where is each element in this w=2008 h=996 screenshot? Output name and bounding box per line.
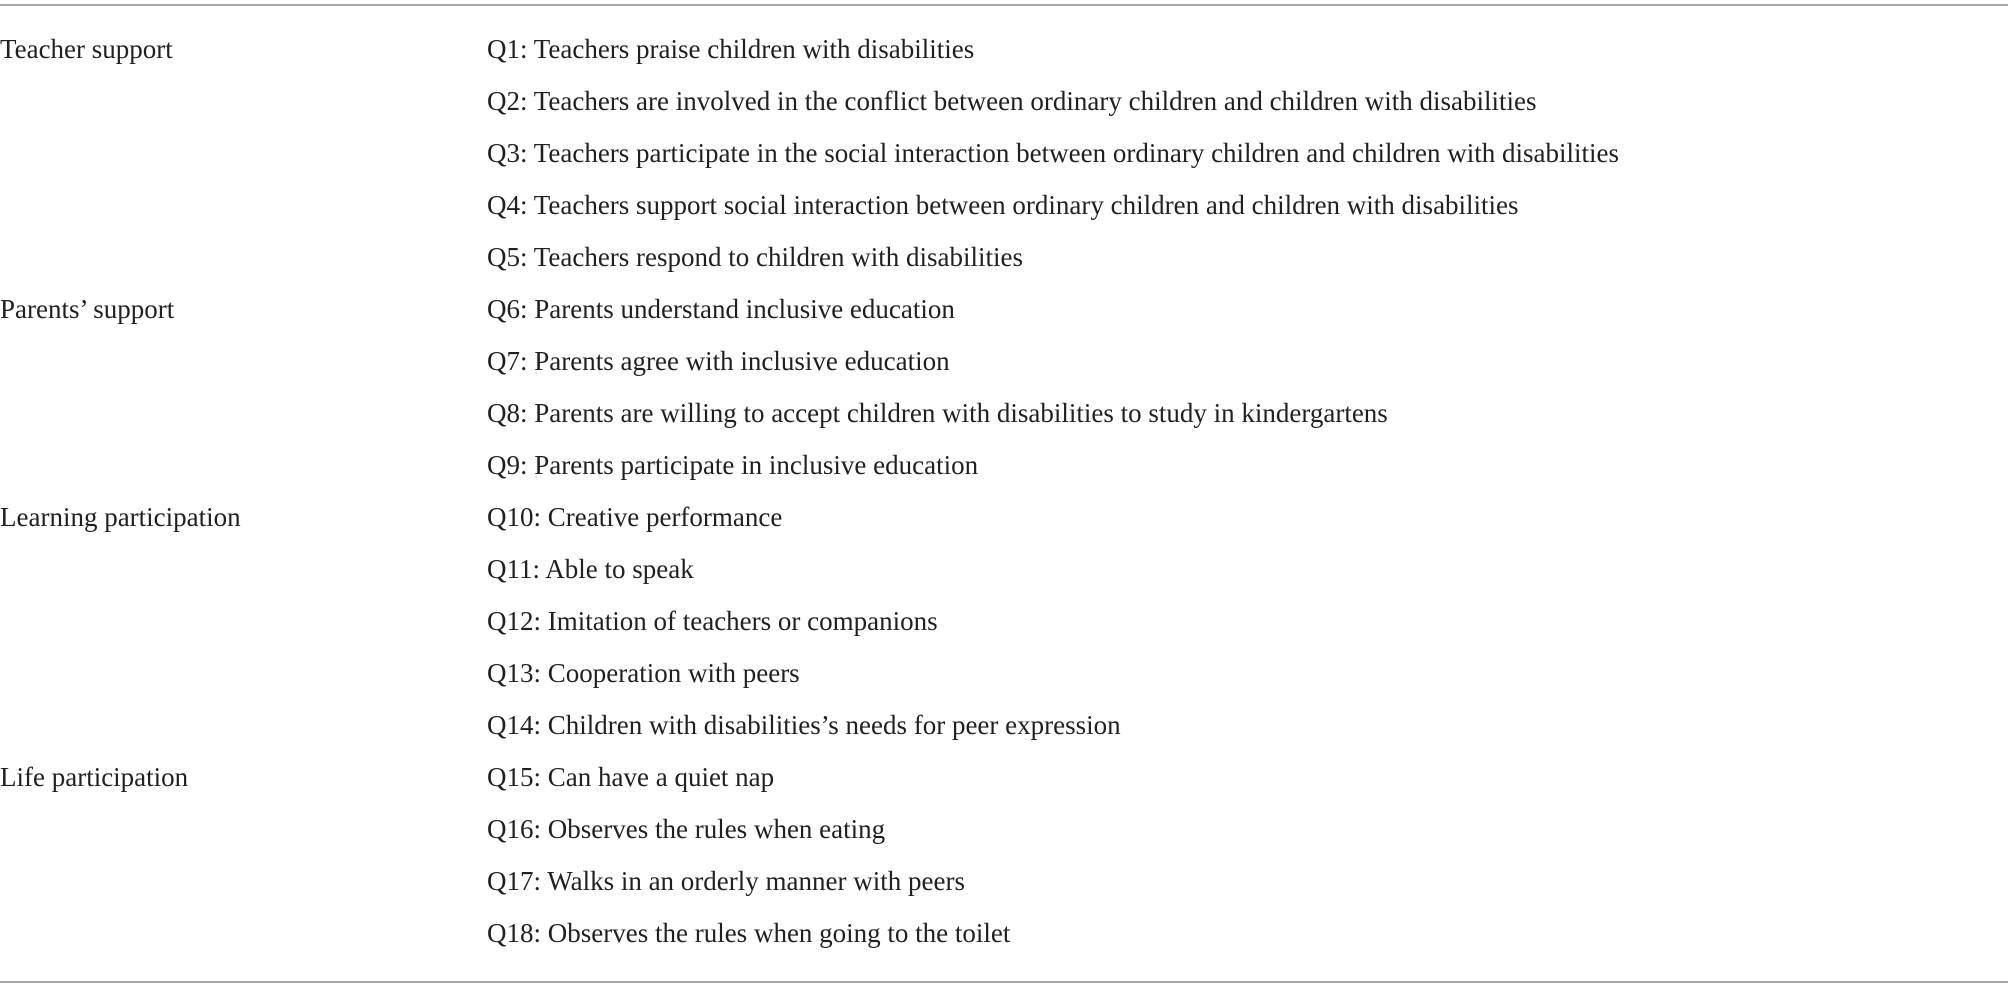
category-label: Parents’ support bbox=[0, 294, 175, 324]
table-row bbox=[0, 699, 2008, 751]
question-item: Q2: Teachers are involved in the conflict between ordinary children and children with disabilities bbox=[487, 86, 1537, 116]
table-row bbox=[0, 491, 2008, 543]
question-item: Q7: Parents agree with inclusive education bbox=[487, 346, 950, 376]
question-item: Q17: Walks in an orderly manner with peers bbox=[487, 866, 965, 896]
table-row bbox=[0, 23, 2008, 75]
category-label: Life participation bbox=[0, 762, 189, 792]
table-row bbox=[0, 647, 2008, 699]
table-top-rule bbox=[0, 4, 2008, 6]
table-bottom-rule bbox=[0, 981, 2008, 983]
table-row bbox=[0, 907, 2008, 959]
table-row bbox=[0, 803, 2008, 855]
question-item: Q9: Parents participate in inclusive education bbox=[487, 450, 979, 480]
question-item: Q11: Able to speak bbox=[487, 554, 694, 584]
table-row bbox=[0, 855, 2008, 907]
table-row bbox=[0, 179, 2008, 231]
question-item: Q3: Teachers participate in the social interaction between ordinary children and children with disabilities bbox=[487, 138, 1619, 168]
table-row bbox=[0, 387, 2008, 439]
question-item: Q6: Parents understand inclusive education bbox=[487, 294, 955, 324]
table-row bbox=[0, 751, 2008, 803]
question-item: Q16: Observes the rules when eating bbox=[487, 814, 886, 844]
question-item: Q8: Parents are willing to accept children with disabilities to study in kindergartens bbox=[487, 398, 1388, 428]
table-row bbox=[0, 231, 2008, 283]
table-row bbox=[0, 439, 2008, 491]
table-row bbox=[0, 75, 2008, 127]
question-item: Q10: Creative performance bbox=[487, 502, 783, 532]
question-item: Q18: Observes the rules when going to the toilet bbox=[487, 918, 1011, 948]
table-row bbox=[0, 283, 2008, 335]
question-item: Q13: Cooperation with peers bbox=[487, 658, 800, 688]
table-row bbox=[0, 543, 2008, 595]
question-item: Q5: Teachers respond to children with disabilities bbox=[487, 242, 1023, 272]
category-label: Learning participation bbox=[0, 502, 241, 532]
question-item: Q15: Can have a quiet nap bbox=[487, 762, 775, 792]
table-row bbox=[0, 127, 2008, 179]
question-item: Q4: Teachers support social interaction between ordinary children and children with disabilities bbox=[487, 190, 1519, 220]
question-item: Q1: Teachers praise children with disabilities bbox=[487, 34, 975, 64]
category-label: Teacher support bbox=[0, 34, 173, 64]
table-row bbox=[0, 595, 2008, 647]
question-item: Q12: Imitation of teachers or companions bbox=[487, 606, 938, 636]
table-row bbox=[0, 335, 2008, 387]
question-item: Q14: Children with disabilities’s needs for peer expression bbox=[487, 710, 1121, 740]
